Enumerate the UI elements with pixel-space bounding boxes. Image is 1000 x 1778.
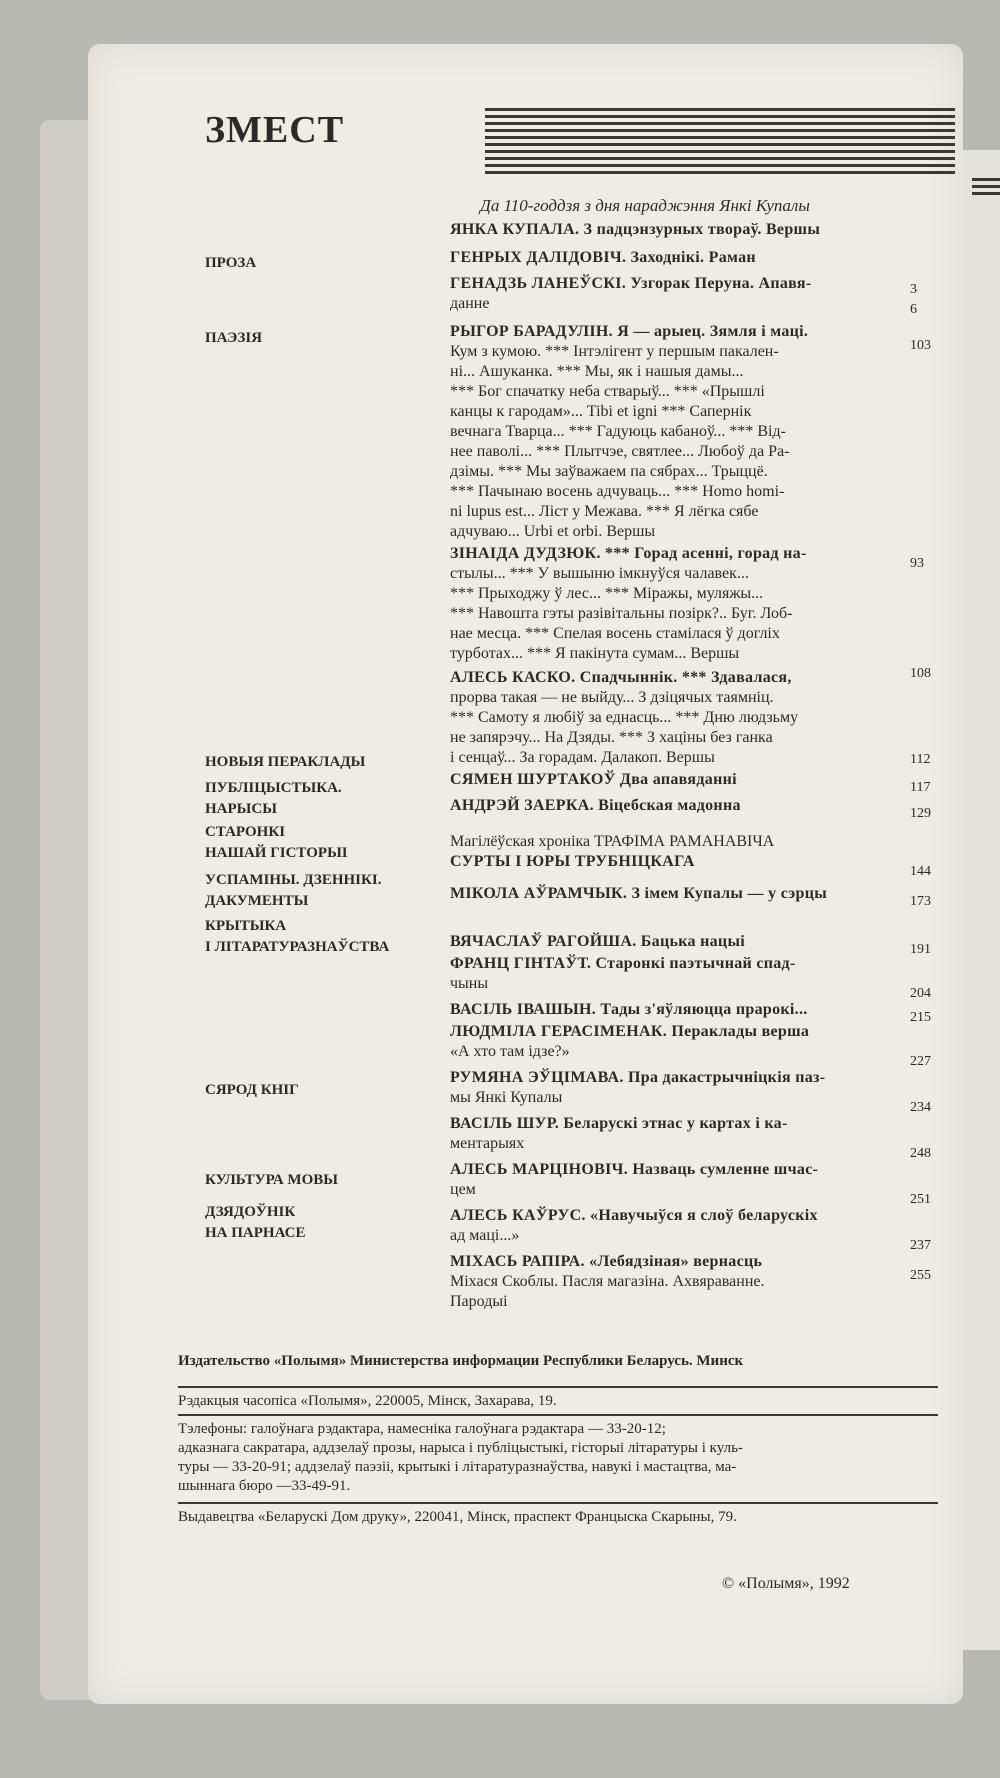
toc-entry: ФРАНЦ ГІНТАЎТ. Старонкі паэтычнай спад- чыны: [450, 955, 796, 992]
page-number: 93: [910, 556, 924, 571]
page-number: 191: [910, 942, 931, 957]
page-number: 204: [910, 986, 931, 1001]
toc-entry: ГЕНРЫХ ДАЛІДОВІЧ. Заходнікі. Раман: [450, 249, 756, 266]
section-label: ПАЭЗІЯ: [205, 330, 263, 346]
page-number: 6: [910, 302, 917, 317]
section-label: ПУБЛІЦЫСТЫКА. НАРЫСЫ: [205, 780, 342, 817]
toc-entry: РУМЯНА ЭЎЦІМАВА. Пра дакастрычніцкія паз- мы Янкі Купалы: [450, 1069, 826, 1106]
section-label: УСПАМІНЫ. ДЗЕННІКІ. ДАКУМЕНТЫ: [205, 872, 382, 909]
section-label: НОВЫЯ ПЕРАКЛАДЫ: [205, 754, 366, 770]
divider: [178, 1386, 938, 1388]
page-number: 237: [910, 1238, 931, 1253]
section-label: ПРОЗА: [205, 255, 257, 271]
section-label: СТАРОНКІ НАШАЙ ГІСТОРЫІ: [205, 824, 348, 861]
toc-entry: СЯМЕН ШУРТАКОЎ Два апавяданні: [450, 771, 737, 788]
toc-entry: ВЯЧАСЛАЎ РАГОЙША. Бацька нацыі: [450, 933, 745, 950]
divider: [178, 1502, 938, 1504]
toc-entry: ЯНКА КУПАЛА. З падцэнзурных твораў. Вершы: [450, 221, 821, 238]
page-number: 129: [910, 806, 931, 821]
toc-entry: АНДРЭЙ ЗАЕРКА. Віцебская мадонна: [450, 797, 741, 814]
toc-entry: РЫГОР БАРАДУЛІН. Я — арыец. Зямля і маці. Кум з кумою. *** Інтэлігент у першым пакален- ні... Ашуканка. *** Мы, як і нашыя дамы... *** Бог спачатку неба стварыў... *** «Прышлі канцы к гародам»... Tibi et igni *** Сапернік вечнага Тварца... *** Гадуюць кабаноў... *** Від- нее паволі... *** Плытчэе, святлее... Любоў да Ра- дзімы. *** Мы заўважаем па сябрах... Трыццё. *** Пачынаю восень адчуваць... *** Homo homi- ni lupus est... Ліст у Межава. *** Я лёгка сябе адчуваю... Urbi et orbi. Вершы: [450, 323, 809, 540]
decorative-rules-right: [972, 178, 1000, 199]
page-number: 215: [910, 1010, 931, 1025]
page-number: 227: [910, 1054, 931, 1069]
page-number: 255: [910, 1268, 931, 1283]
page-number: 117: [910, 780, 931, 795]
toc-entry: АЛЕСЬ КАСКО. Спадчыннік. *** Здавалася, прорва такая — не выйду... З дзіцячых таямніц. *** Самоту я любіў за еднасць... *** Дню людзьму не запярэчу... На Дзяды. *** З хаціны без ганка і сенцаў... За горадам. Далакоп. Вершы: [450, 669, 799, 766]
copyright: © «Полымя», 1992: [722, 1575, 850, 1592]
section-label: СЯРОД КНІГ: [205, 1082, 299, 1098]
decorative-rules: [485, 108, 955, 190]
toc-entry: ВАСІЛЬ ШУР. Беларускі этнас у картах і ка- ментарыях: [450, 1115, 788, 1152]
page-number: 234: [910, 1100, 931, 1115]
page-title: ЗМЕСТ: [205, 109, 345, 151]
page-number: 108: [910, 666, 931, 681]
publisher-line: Издательство «Полымя» Министерства информации Республики Беларусь. Минск: [178, 1353, 744, 1369]
section-label: КУЛЬТУРА МОВЫ: [205, 1172, 338, 1188]
toc-entry: ЗІНАІДА ДУДЗЮК. *** Горад асенні, горад на- стылы... *** У вышыню імкнуўся чалавек... *** Прыходжу ў лес... *** Міражы, муляжы... *** Навошта гэты разівітальны позірк?.. Буг. Лоб- нае месца. *** Спелая восень стамілася ў догліх турботах... *** Я пакінута сумам... Вершы: [450, 545, 807, 662]
toc-entry: ГЕНАДЗЬ ЛАНЕЎСКІ. Узгорак Перуна. Апавя- данне: [450, 275, 812, 312]
section-label: ДЗЯДОЎНІК НА ПАРНАСЕ: [205, 1204, 306, 1241]
page-number: 248: [910, 1146, 931, 1161]
divider: [178, 1414, 938, 1416]
toc-entry: МІКОЛА АЎРАМЧЫК. З імем Купалы — у сэрцы: [450, 885, 828, 902]
epigraph: Да 110-годдзя з дня нараджэння Янкі Купалы: [480, 196, 810, 215]
toc-entry: Магілёўская хроніка ТРАФІМА РАМАНАВІЧА СУРТЫ І ЮРЫ ТРУБНІЦКАГА: [450, 833, 775, 870]
toc-entry: АЛЕСЬ КАЎРУС. «Навучыўся я слоў беларускіх ад маці...»: [450, 1207, 818, 1244]
section-label: КРЫТЫКА І ЛІТАРАТУРАЗНАЎСТВА: [205, 918, 390, 955]
page-number: 251: [910, 1192, 931, 1207]
page-number: 144: [910, 864, 931, 879]
toc-entry: МІХАСЬ РАПІРА. «Лебядзіная» вернасць Міхася Скоблы. Пасля магазіна. Ахвяраванне. Пародыі: [450, 1253, 765, 1310]
toc-entry: ЛЮДМІЛА ГЕРАСІМЕНАК. Пераклады верша «А хто там ідзе?»: [450, 1023, 810, 1060]
printer-line: Выдавецтва «Беларускі Дом друку», 220041, Мінск, праспект Францыска Скарыны, 79.: [178, 1509, 737, 1525]
phones-block: Тэлефоны: галоўнага рэдактара, намесніка галоўнага рэдактара — 33-20-12; адказнага сакратара, аддзелаў прозы, нарыса і публіцыстыкі, гісторыі літаратуры і куль- туры — 33-20-91; аддзелаў паэзіі, крытыкі і літаратуразнаўства, навукі і мастацтва, ма- шыннага бюро —33-49-91.: [178, 1421, 743, 1494]
page-number: 3: [910, 282, 917, 297]
toc-entry: АЛЕСЬ МАРЦІНОВІЧ. Назваць сумленне шчас- цем: [450, 1161, 819, 1198]
editorial-address: Рэдакцыя часопіса «Полымя», 220005, Мінск, Захарава, 19.: [178, 1393, 557, 1409]
toc-entry: ВАСІЛЬ ІВАШЫН. Тады з'яўляюцца прарокі...: [450, 1001, 808, 1018]
page-number: 103: [910, 338, 931, 353]
page-number: 112: [910, 752, 931, 767]
page-number: 173: [910, 894, 931, 909]
